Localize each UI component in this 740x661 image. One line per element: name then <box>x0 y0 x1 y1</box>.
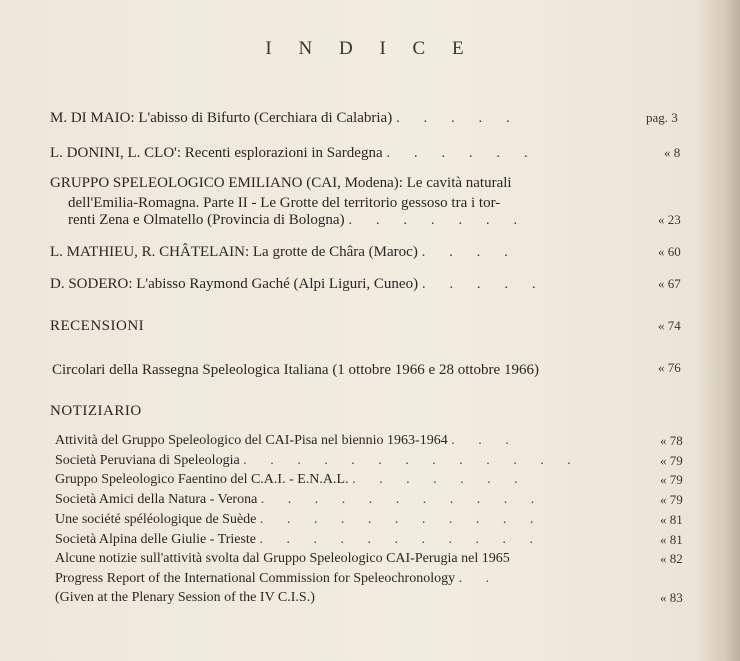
notiziario-page-number: « 81 <box>660 532 683 547</box>
toc-entry-circolari: Circolari della Rassegna Speleologica Italiana (1 ottobre 1966 e 28 ottobre 1966) <box>52 362 539 378</box>
leader-dots: . . . . <box>421 244 518 260</box>
page-title: I N D I C E <box>265 38 475 59</box>
leader-dots: . . . . . . <box>386 145 538 161</box>
notiziario-page-number: « 79 <box>660 472 683 487</box>
entry-text: Une société spéléologique de Suède <box>55 512 257 527</box>
toc-entry-di-maio <box>50 108 520 128</box>
entry-text: Società Amici della Natura - Verona <box>55 492 258 507</box>
entry-page-number: « 67 <box>658 276 681 291</box>
leader-dots: . . <box>458 571 500 586</box>
notiziario-item <box>55 453 581 470</box>
entry-text: L. MATHIEU, R. CHÂTELAIN: La grotte de Châra (Maroc) <box>50 244 418 260</box>
leader-dots: . . . . . <box>395 110 520 126</box>
leader-dots: . . . . . . . . . . . <box>259 512 544 527</box>
notiziario-item <box>55 571 499 588</box>
notiziario-item <box>55 472 528 489</box>
entry-text: D. SODERO: L'abisso Raymond Gaché (Alpi Liguri, Cuneo) <box>50 276 419 292</box>
entry-text: Alcune notizie sull'attività svolta dal Gruppo Speleologico CAI-Perugia nel 1965 <box>55 551 510 566</box>
toc-entry-gruppo-emiliano-line2: dell'Emilia-Romagna. Parte II - Le Grotte del territorio gessoso tra i tor- <box>68 195 501 211</box>
circolari-page-number: « 76 <box>658 360 681 375</box>
leader-dots: . . . . . . . . . . . <box>259 532 544 547</box>
notiziario-page-number: « 82 <box>660 551 683 566</box>
page-edge-shadow <box>724 0 740 661</box>
entry-page-number: pag. 3 <box>646 110 678 125</box>
toc-entry-sodero <box>50 274 546 294</box>
entry-text: Progress Report of the International Commission for Speleochronology <box>55 571 456 586</box>
leader-dots: . . . . . . . <box>352 472 528 487</box>
notiziario-item <box>55 551 510 568</box>
entry-text: (Given at the Plenary Session of the IV C.I.S.) <box>55 590 315 605</box>
leader-dots: . . . . . <box>421 276 546 292</box>
toc-entry-gruppo-emiliano-line3 <box>68 210 527 230</box>
notiziario-item <box>55 590 315 607</box>
notiziario-page-number: « 83 <box>660 590 683 605</box>
entry-text: M. DI MAIO: L'abisso di Bifurto (Cerchiara di Calabria) <box>50 110 393 126</box>
notiziario-item <box>55 532 543 549</box>
notiziario-item <box>55 492 544 509</box>
entry-text: renti Zena e Olmatello (Provincia di Bologna) <box>68 212 345 228</box>
entry-page-number: « 23 <box>658 212 681 227</box>
notiziario-item <box>55 512 543 529</box>
notiziario-page-number: « 81 <box>660 512 683 527</box>
leader-dots: . . . . . . . . . . . <box>260 492 545 507</box>
notiziario-page-number: « 79 <box>660 492 683 507</box>
leader-dots: . . . . . . . <box>348 212 528 228</box>
leader-dots: . . . <box>451 433 519 448</box>
notiziario-item <box>55 433 519 450</box>
entry-text: Attività del Gruppo Speleologico del CAI-Pisa nel biennio 1963-1964 <box>55 433 448 448</box>
section-heading-recensioni: RECENSIONI <box>50 318 145 334</box>
notiziario-page-number: « 78 <box>660 433 683 448</box>
entry-page-number: « 60 <box>658 244 681 259</box>
entry-text: Gruppo Speleologico Faentino del C.A.I. - E.N.A.L. <box>55 472 349 487</box>
entry-text: Società Peruviana di Speleologia <box>55 453 240 468</box>
leader-dots: . . . . . . . . . . . . . <box>243 453 581 468</box>
toc-entry-donini <box>50 143 538 163</box>
entry-page-number: « 8 <box>664 145 681 160</box>
notiziario-page-number: « 79 <box>660 453 683 468</box>
entry-text: Società Alpina delle Giulie - Trieste <box>55 532 257 547</box>
section-heading-notiziario: NOTIZIARIO <box>50 403 142 419</box>
toc-entry-mathieu <box>50 242 518 262</box>
entry-text: L. DONINI, L. CLO': Recenti esplorazioni in Sardegna <box>50 145 383 161</box>
recensioni-page-number: « 74 <box>658 318 681 333</box>
toc-entry-gruppo-emiliano-line1: GRUPPO SPELEOLOGICO EMILIANO (CAI, Modena): Le cavità naturali <box>50 175 512 191</box>
